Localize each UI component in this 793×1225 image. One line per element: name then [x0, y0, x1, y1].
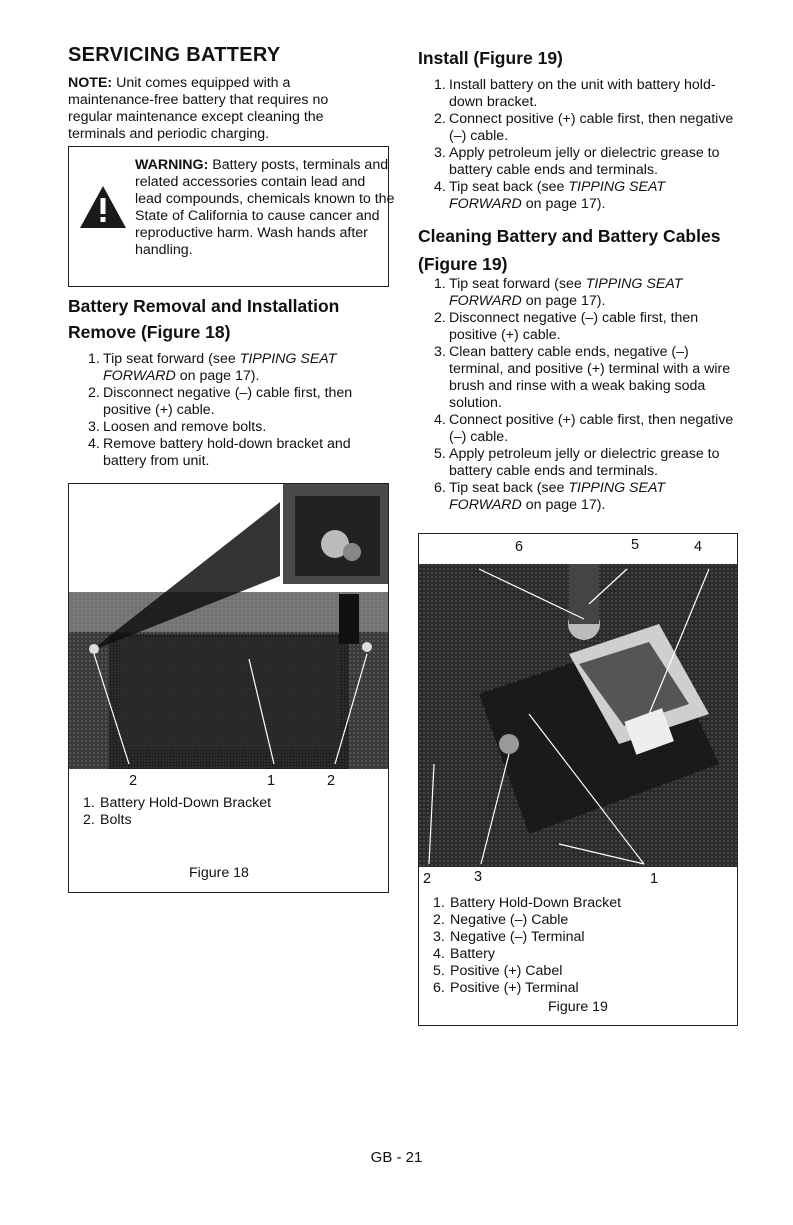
install-steps: [418, 77, 738, 213]
figure-18-caption: Figure 18: [189, 865, 249, 881]
cleaning-steps: [418, 276, 738, 514]
figure-19: [418, 533, 738, 1026]
warning-text: [135, 157, 395, 259]
install-step: 1. Install battery on the unit with battery hold-down bracket.: [434, 77, 716, 110]
callout-2-right: 2: [327, 773, 336, 789]
remove-title: Remove (Figure 18): [68, 322, 231, 342]
warning-box: [68, 146, 395, 287]
legend-item: 1. Battery Hold-Down Bracket: [83, 795, 272, 811]
warning-body: Battery posts, terminals and related accessories contain lead and lead compounds, chemicals known to the State of California to cause cancer and reproductive harm. Wash hands after handling.: [135, 157, 395, 258]
legend-item: 1. Battery Hold-Down Bracket: [433, 895, 622, 911]
remove-step: 1. Tip seat forward (see TIPPING SEAT FORWARD on page 17).: [88, 351, 337, 384]
note-text: Unit comes equipped with a maintenance-free battery that requires no regular maintenance except cleaning the terminals and periodic charging.: [68, 75, 329, 142]
callout-4: 4: [694, 539, 703, 555]
figure-19-legend: [419, 895, 719, 997]
legend-item: 4. Battery: [433, 946, 495, 962]
install-step: 2. Connect positive (+) cable first, then negative (–) cable.: [434, 111, 734, 144]
legend-item: 5. Positive (+) Cabel: [433, 963, 563, 979]
callout-2: 2: [423, 871, 432, 887]
install-step: 4. Tip seat back (see TIPPING SEAT FORWARD on page 17).: [434, 179, 666, 212]
legend-item: 2. Negative (–) Cable: [433, 912, 569, 928]
warning-icon: [79, 185, 127, 229]
callout-2-left: 2: [129, 773, 138, 789]
legend-item: 2. Bolts: [83, 812, 132, 828]
cleaning-step: 4. Connect positive (+) cable first, then negative (–) cable.: [434, 412, 734, 445]
install-step: 3. Apply petroleum jelly or dielectric grease to battery cable ends and terminals.: [434, 145, 720, 178]
remove-step: 2. Disconnect negative (–) cable first, then positive (+) cable.: [88, 385, 353, 418]
page-number: GB - 21: [370, 1149, 423, 1166]
note-label: NOTE:: [68, 75, 113, 91]
remove-steps: [68, 351, 386, 470]
warning-label: WARNING:: [135, 157, 209, 173]
figure-19-photo: [419, 564, 737, 867]
figure-18: [68, 483, 389, 893]
remove-step: 3. Loosen and remove bolts.: [88, 419, 267, 435]
figure-19-caption: Figure 19: [548, 999, 608, 1015]
cleaning-step: 5. Apply petroleum jelly or dielectric grease to battery cable ends and terminals.: [434, 446, 720, 479]
section-title-removal-installation: Battery Removal and Installation: [68, 296, 340, 316]
callout-3: 3: [474, 869, 483, 885]
remove-step: 4. Remove battery hold-down bracket and battery from unit.: [88, 436, 351, 469]
install-title: Install (Figure 19): [418, 48, 563, 68]
callout-5: 5: [631, 537, 640, 553]
cleaning-title: Cleaning Battery and Battery Cables (Figure 19): [418, 226, 721, 274]
cleaning-step: 2. Disconnect negative (–) cable first, then positive (+) cable.: [434, 310, 699, 343]
callout-1: 1: [267, 773, 276, 789]
figure-18-legend: [69, 795, 369, 829]
legend-item: 6. Positive (+) Terminal: [433, 980, 579, 996]
figure-18-photo: [69, 484, 388, 769]
legend-item: 3. Negative (–) Terminal: [433, 929, 585, 945]
callout-1: 1: [650, 871, 659, 887]
note-paragraph: [68, 75, 368, 143]
callout-6: 6: [515, 539, 524, 555]
cleaning-step: 1. Tip seat forward (see TIPPING SEAT FORWARD on page 17).: [434, 276, 683, 309]
cleaning-step: 3. Clean battery cable ends, negative (–) terminal, and positive (+) terminal with a wire brush and rinse with a weak baking soda solution.: [434, 344, 731, 411]
page-title: SERVICING BATTERY: [68, 44, 281, 66]
cleaning-step: 6. Tip seat back (see TIPPING SEAT FORWARD on page 17).: [434, 480, 666, 513]
